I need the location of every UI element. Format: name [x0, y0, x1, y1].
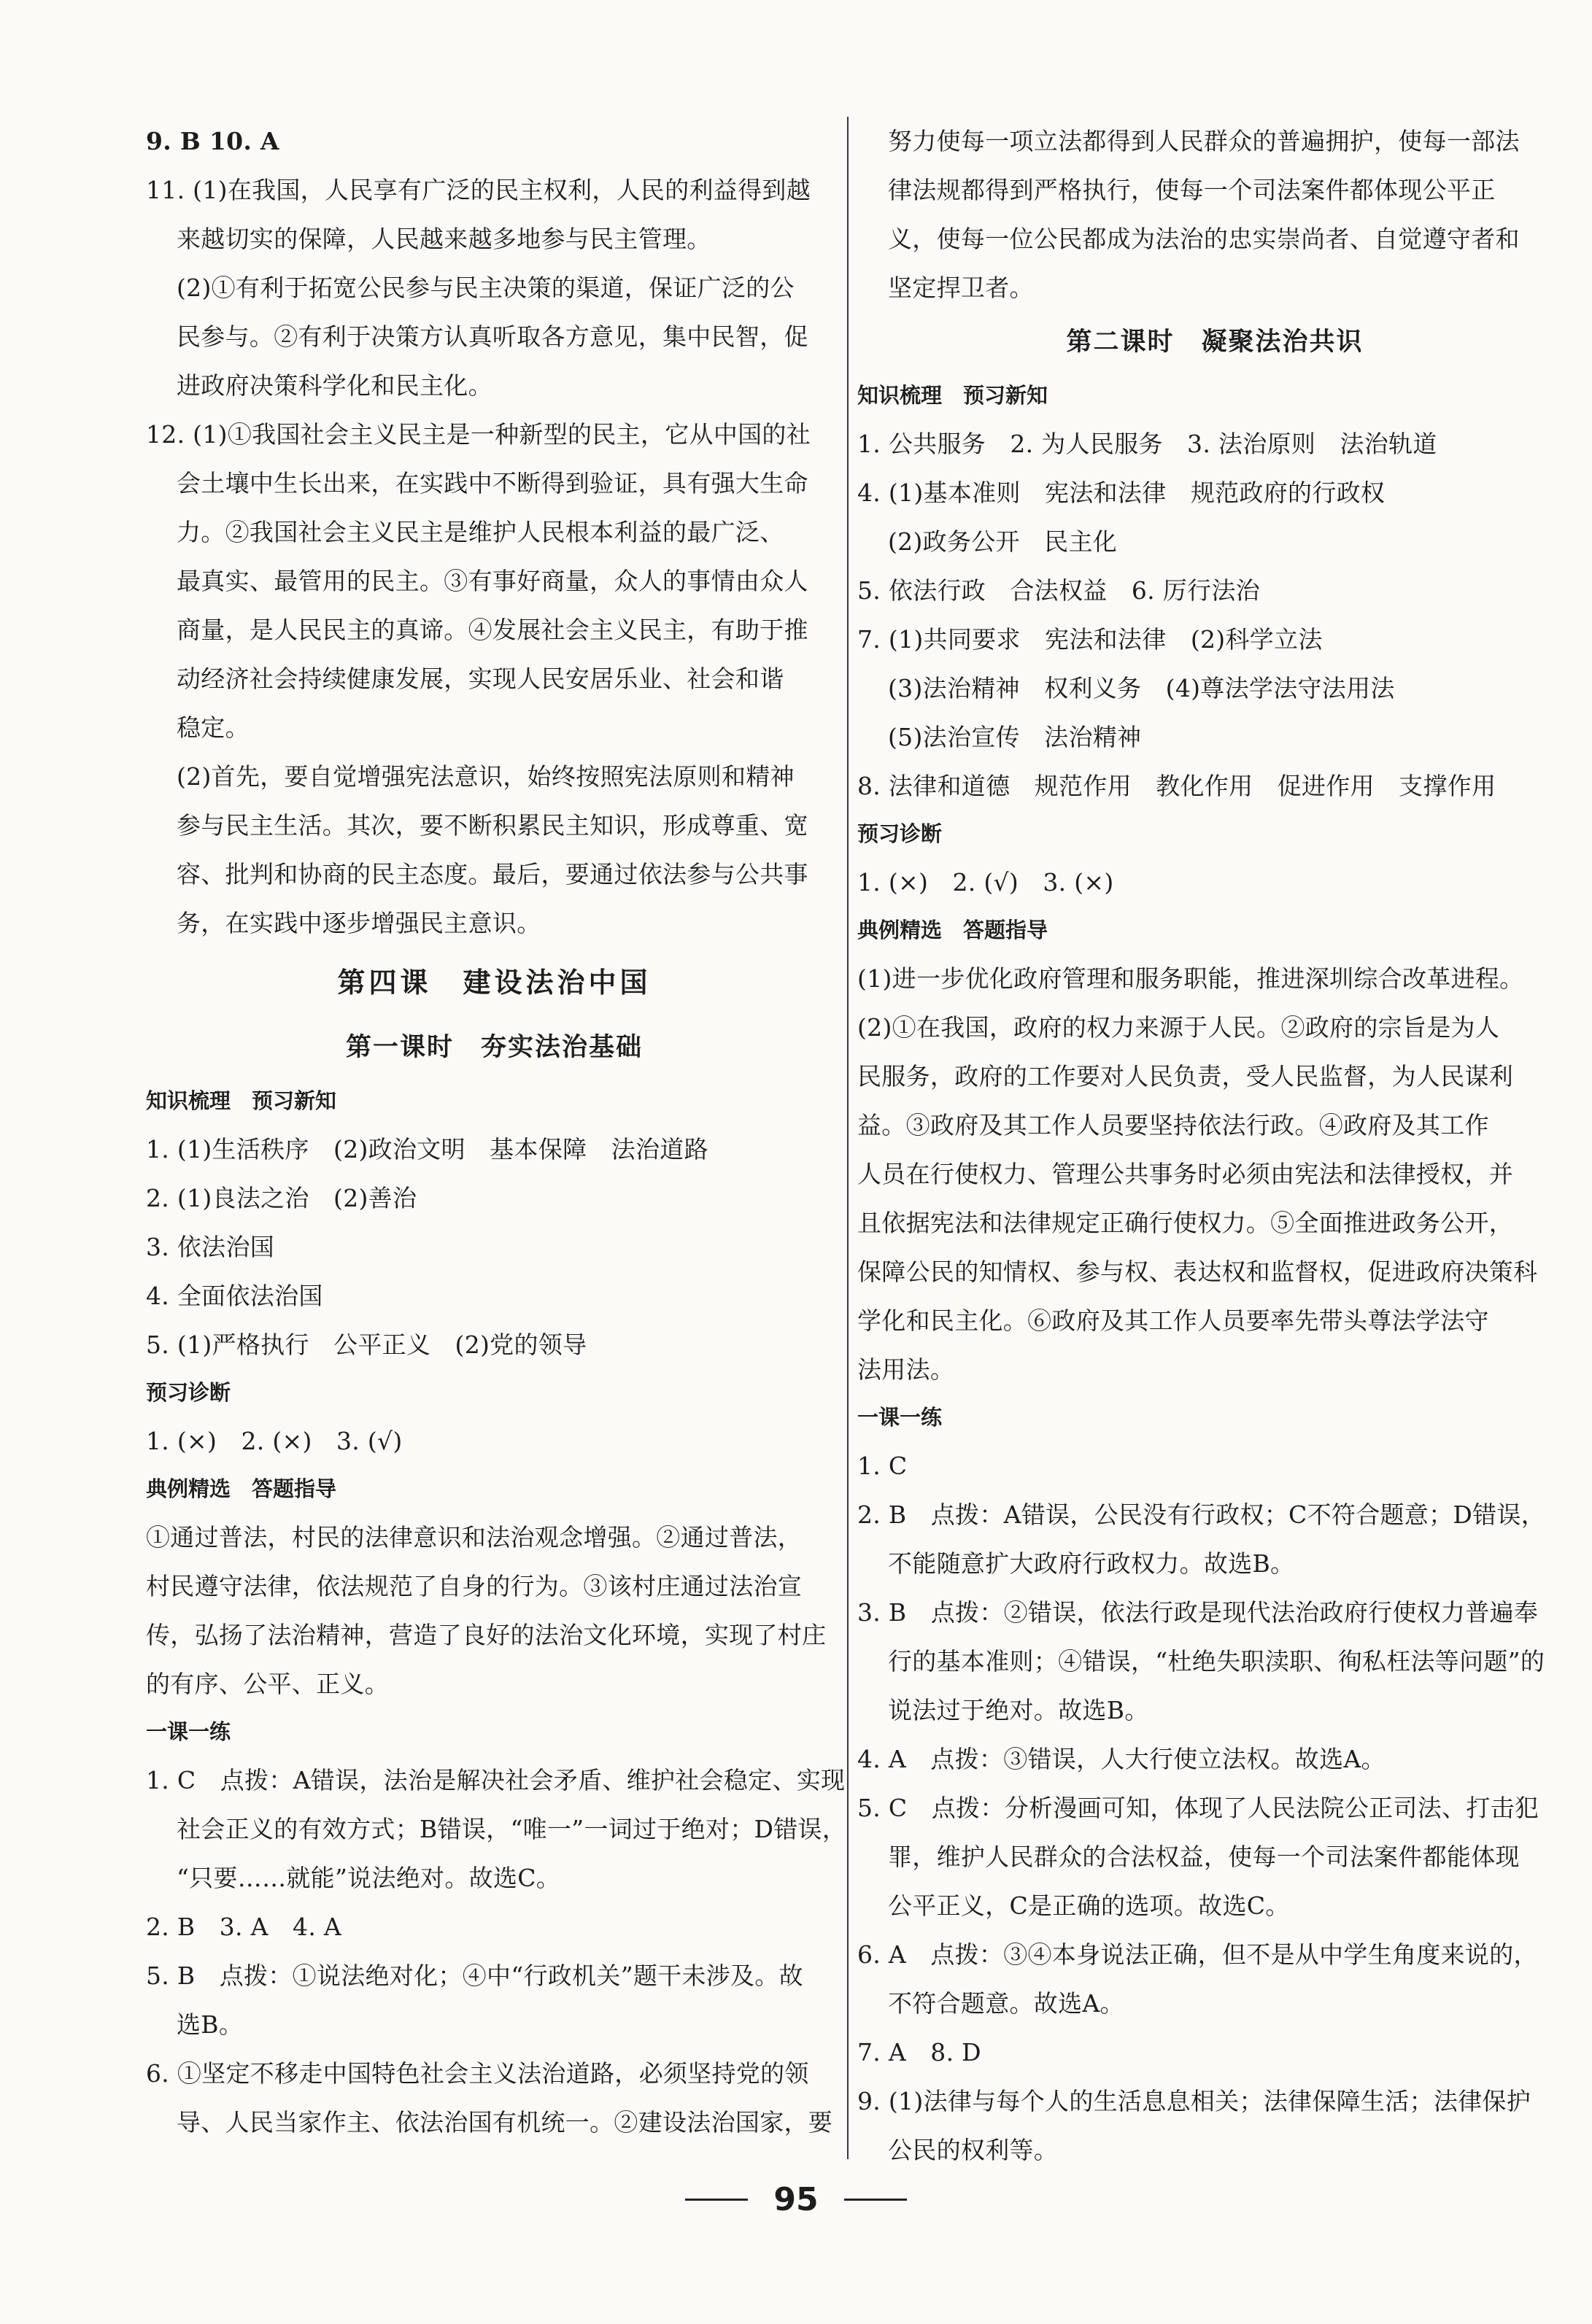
answer-line: 1. (1)生活秩序 (2)政治文明 基本保障 法治道路	[146, 1135, 708, 1163]
answer-line: 9. B 10. A	[146, 127, 279, 155]
answer-line: 学化和民主化。⑥政府及其工作人员要率先带头尊法学法守	[857, 1306, 1489, 1335]
answer-line: (1)进一步优化政府管理和服务职能，推进深圳综合改革进程。	[857, 964, 1524, 993]
answer-line: 传，弘扬了法治精神，营造了良好的法治文化环境，实现了村庄	[146, 1621, 827, 1649]
answer-line: (2)①有利于拓宽公民参与民主决策的渠道，保证广泛的公	[177, 274, 795, 302]
section-heading: 一课一练	[857, 1405, 943, 1430]
answer-line: 2. B 3. A 4. A	[146, 1913, 342, 1941]
answer-line: 4. A 点拨：③错误，人大行使立法权。故选A。	[857, 1745, 1386, 1773]
answer-line: 参与民主生活。其次，要不断积累民主知识，形成尊重、宽	[177, 811, 808, 840]
answer-line: “只要……就能”说法绝对。故选C。	[177, 1864, 561, 1892]
period-title: 第二课时 凝聚法治共识	[1066, 327, 1364, 357]
answer-line: 1. C 点拨：A错误，法治是解决社会矛盾、维护社会稳定、实现	[146, 1766, 846, 1794]
answer-line: 动经济社会持续健康发展，实现人民安居乐业、社会和谐	[177, 665, 784, 693]
answer-line: 导、人民当家作主、依法治国有机统一。②建设法治国家，要	[177, 2108, 833, 2137]
answer-line: 行的基本准则；④错误，“杜绝失职渎职、徇私枉法等问题”的	[888, 1647, 1545, 1676]
answer-line: 最真实、最管用的民主。③有事好商量，众人的事情由众人	[177, 567, 808, 595]
right-column	[857, 117, 1572, 2174]
answer-line: 义，使每一位公民都成为法治的忠实崇尚者、自觉遵守者和	[888, 225, 1520, 253]
answer-line: 公平正义，C是正确的选项。故选C。	[888, 1891, 1290, 1920]
section-heading: 知识梳理 预习新知	[146, 1088, 337, 1113]
answer-line: 来越切实的保障，人民越来越多地参与民主管理。	[177, 225, 711, 253]
answer-line: 8. 法律和道德 规范作用 教化作用 促进作用 支撑作用	[857, 772, 1496, 800]
left-column	[146, 117, 847, 2147]
answer-line: 说法过于绝对。故选B。	[888, 1696, 1149, 1724]
section-heading: 一课一练	[146, 1719, 231, 1744]
answer-line: 民参与。②有利于决策方认真听取各方意见，集中民智，促	[177, 322, 808, 351]
answer-line: 5. 依法行政 合法权益 6. 厉行法治	[857, 576, 1260, 605]
answer-line: 商量，是人民民主的真谛。④发展社会主义民主，有助于推	[177, 616, 808, 644]
answer-line: 3. B 点拨：②错误，依法行政是现代法治政府行使权力普遍奉	[857, 1598, 1539, 1627]
answer-line: 5. C 点拨：分析漫画可知，体现了人民法院公正司法、打击犯	[857, 1794, 1539, 1822]
answer-line: 12. (1)①我国社会主义民主是一种新型的民主，它从中国的社	[146, 420, 811, 449]
answer-line: 村民遵守法律，依法规范了自身的行为。③该村庄通过法治宣	[146, 1572, 803, 1600]
answer-line: 法用法。	[857, 1355, 955, 1384]
footer-rule-left	[685, 2199, 748, 2201]
answer-line: 且依据宪法和法律规定正确行使权力。⑤全面推进政务公开，	[857, 1209, 1514, 1237]
answer-line: 益。③政府及其工作人员要坚持依法行政。④政府及其工作	[857, 1111, 1489, 1139]
answer-line: 5. B 点拨：①说法绝对化；④中“行政机关”题干未涉及。故	[146, 1961, 803, 1990]
footer-rule-right	[844, 2199, 907, 2201]
answer-line: 1. C	[857, 1452, 908, 1480]
page-number: 95	[773, 2181, 819, 2218]
answer-line: 6. ①坚定不移走中国特色社会主义法治道路，必须坚持党的领	[146, 2059, 809, 2088]
answer-line: 1. (×) 2. (×) 3. (√)	[146, 1427, 403, 1455]
answer-line: 9. (1)法律与每个人的生活息息相关；法律保障生活；法律保护	[857, 2087, 1531, 2115]
answer-line: 公民的权利等。	[888, 2136, 1059, 2164]
section-heading: 典例精选 答题指导	[857, 918, 1048, 942]
answer-line: 不符合题意。故选A。	[888, 1989, 1124, 2018]
answer-line: 1. (×) 2. (√) 3. (×)	[857, 868, 1114, 896]
answer-line: 保障公民的知情权、参与权、表达权和监督权，促进政府决策科	[857, 1258, 1538, 1286]
answer-line: (2)首先，要自觉增强宪法意识，始终按照宪法原则和精神	[177, 762, 795, 791]
answer-line: 4. (1)基本准则 宪法和法律 规范政府的行政权	[857, 479, 1386, 507]
answer-line: 力。②我国社会主义民主是维护人民根本利益的最广泛、	[177, 518, 784, 546]
lesson-title: 第四课 建设法治中国	[337, 966, 652, 999]
period-title: 第一课时 夯实法治基础	[345, 1032, 643, 1062]
section-heading: 典例精选 答题指导	[146, 1476, 337, 1501]
answer-line: (3)法治精神 权利义务 (4)尊法学法守法用法	[888, 674, 1395, 702]
answer-line: 7. (1)共同要求 宪法和法律 (2)科学立法	[857, 625, 1323, 654]
answer-line: 会土壤中生长出来，在实践中不断得到验证，具有强大生命	[177, 469, 808, 497]
section-heading: 知识梳理 预习新知	[857, 383, 1048, 408]
answer-line: 人员在行使权力、管理公共事务时必须由宪法和法律授权，并	[857, 1160, 1514, 1188]
answer-line: 律法规都得到严格执行，使每一个司法案件都体现公平正	[888, 176, 1496, 204]
answer-line: 6. A 点拨：③④本身说法正确，但不是从中学生角度来说的，	[857, 1940, 1538, 1969]
answer-line: 坚定捍卫者。	[888, 274, 1034, 302]
answer-line: 7. A 8. D	[857, 2038, 981, 2067]
answer-line: 3. 依法治国	[146, 1233, 275, 1261]
answer-line: 稳定。	[177, 713, 250, 742]
answer-line: 容、批判和协商的民主态度。最后，要通过依法参与公共事	[177, 860, 808, 888]
column-divider	[847, 117, 849, 2159]
answer-line: 不能随意扩大政府行政权力。故选B。	[888, 1549, 1295, 1578]
answer-line: 2. B 点拨：A错误，公民没有行政权；C不符合题意；D错误，	[857, 1500, 1546, 1529]
answer-line: 2. (1)良法之治 (2)善治	[146, 1184, 417, 1212]
answer-line: 进政府决策科学化和民主化。	[177, 371, 492, 400]
page-footer	[0, 2181, 1592, 2218]
answer-line: 11. (1)在我国，人民享有广泛的民主权利，人民的利益得到越	[146, 176, 811, 204]
answer-line: 5. (1)严格执行 公平正义 (2)党的领导	[146, 1331, 587, 1359]
answer-line: 的有序、公平、正义。	[146, 1670, 389, 1698]
section-heading: 预习诊断	[146, 1380, 231, 1405]
answer-line: (2)①在我国，政府的权力来源于人民。②政府的宗旨是为人	[857, 1013, 1500, 1042]
answer-line: 努力使每一项立法都得到人民群众的普遍拥护，使每一部法	[888, 127, 1520, 155]
answer-line: 4. 全面依法治国	[146, 1282, 323, 1310]
section-heading: 预习诊断	[857, 821, 943, 846]
answer-line: 罪，维护人民群众的合法权益，使每一个司法案件都能体现	[888, 1843, 1520, 1871]
answer-line: 选B。	[177, 2010, 244, 2039]
answer-line: 社会正义的有效方式；B错误，“唯一”一词过于绝对；D错误，	[177, 1815, 847, 1843]
answer-line: 务，在实践中逐步增强民主意识。	[177, 909, 541, 937]
answer-line: ①通过普法，村民的法律意识和法治观念增强。②通过普法，	[146, 1523, 803, 1552]
answer-line: (5)法治宣传 法治精神	[888, 723, 1142, 751]
answer-line: 1. 公共服务 2. 为人民服务 3. 法治原则 法治轨道	[857, 430, 1437, 458]
answer-line: 民服务，政府的工作要对人民负责，受人民监督，为人民谋利	[857, 1062, 1514, 1091]
answer-line: (2)政务公开 民主化	[888, 527, 1118, 556]
